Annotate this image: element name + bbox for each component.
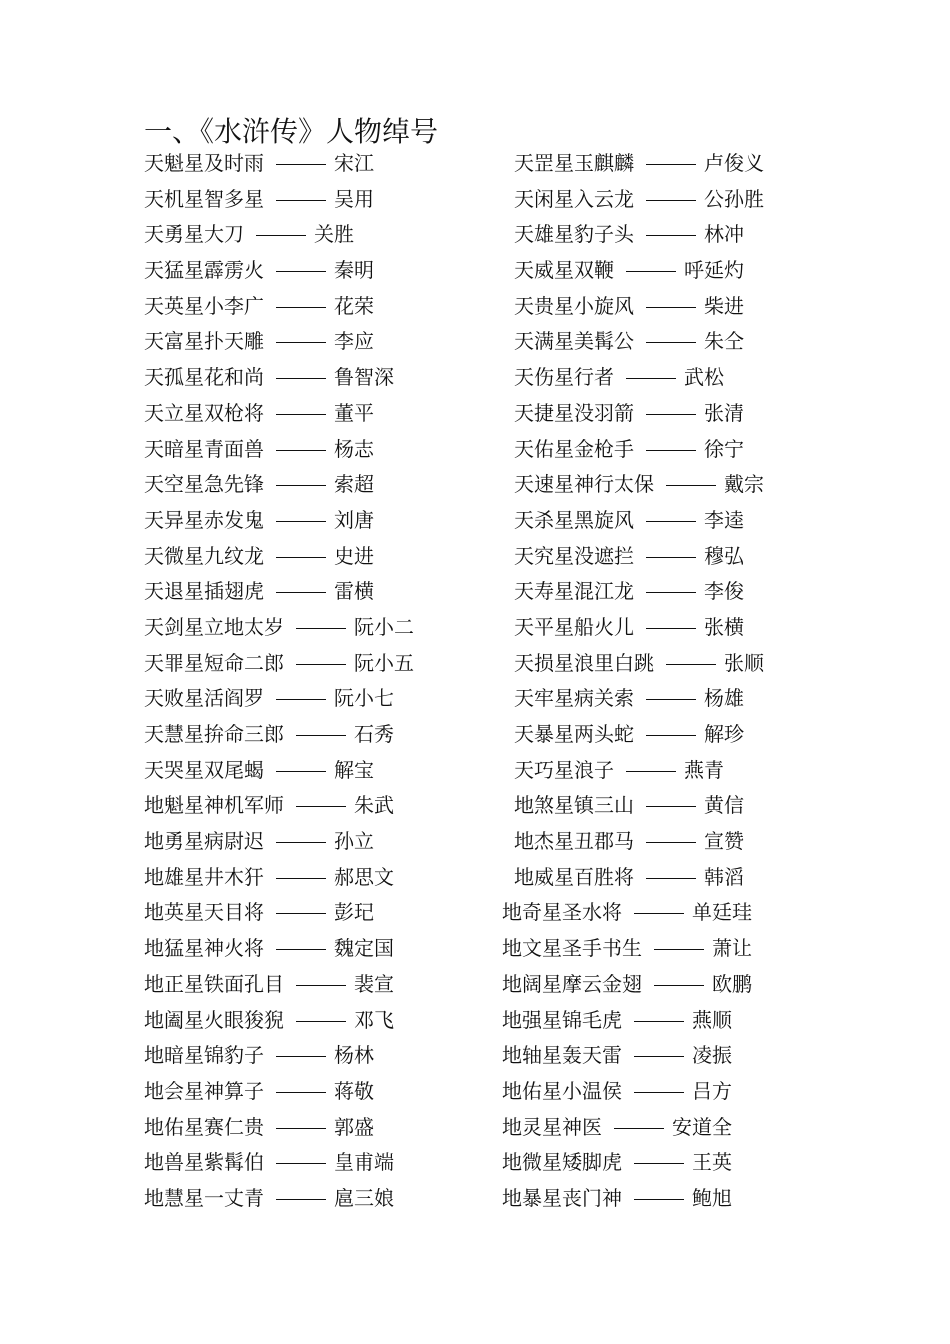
dash-separator	[276, 592, 326, 593]
person-name: 戴宗	[724, 472, 764, 497]
person-name: 裴宣	[354, 971, 394, 996]
list-item	[502, 253, 764, 289]
dash-separator	[276, 307, 326, 308]
nickname-text: 天猛星霹雳火	[144, 258, 264, 283]
person-name: 杨林	[334, 1043, 374, 1068]
nickname-text: 天伤星行者	[514, 365, 614, 390]
nickname-text: 地雄星井木犴	[144, 864, 264, 889]
nickname-text: 天寿星混江龙	[514, 579, 634, 604]
list-item	[144, 1110, 414, 1146]
nickname-text: 天杀星黑旋风	[514, 507, 634, 532]
person-name: 燕青	[684, 757, 724, 782]
person-name: 呼延灼	[684, 258, 744, 283]
list-item	[502, 217, 764, 253]
dash-separator	[646, 557, 696, 558]
nickname-text: 天暗星青面兽	[144, 436, 264, 461]
list-item	[144, 574, 414, 610]
list-item	[502, 396, 764, 432]
nickname-text: 地奇星圣水将	[502, 900, 622, 925]
dash-separator	[646, 450, 696, 451]
list-item	[502, 1038, 764, 1074]
dash-separator	[276, 1163, 326, 1164]
person-name: 彭玘	[334, 900, 374, 925]
list-item	[502, 895, 764, 931]
list-item	[144, 931, 414, 967]
person-name: 阮小七	[334, 686, 394, 711]
person-name: 李逵	[704, 507, 744, 532]
list-item	[144, 1038, 414, 1074]
list-item	[502, 1145, 764, 1181]
nickname-text: 地英星天目将	[144, 900, 264, 925]
nickname-text: 天闲星入云龙	[514, 186, 634, 211]
nickname-text: 地强星锦毛虎	[502, 1007, 622, 1032]
list-item	[502, 539, 764, 575]
dash-separator	[646, 592, 696, 593]
list-item	[502, 1074, 764, 1110]
list-item	[502, 574, 764, 610]
dash-separator	[276, 450, 326, 451]
dash-separator	[276, 842, 326, 843]
list-item	[144, 967, 414, 1003]
dash-separator	[276, 913, 326, 914]
person-name: 欧鹏	[712, 971, 752, 996]
nickname-text: 天微星九纹龙	[144, 543, 264, 568]
nickname-text: 天雄星豹子头	[514, 222, 634, 247]
nickname-text: 天富星扑天雕	[144, 329, 264, 354]
person-name: 吴用	[334, 186, 374, 211]
nickname-text: 天魁星及时雨	[144, 151, 264, 175]
nickname-text: 天暴星两头蛇	[514, 722, 634, 746]
nickname-text: 天威星双鞭	[514, 258, 614, 283]
dash-separator	[646, 414, 696, 415]
list-item	[144, 860, 414, 896]
nickname-text: 地杰星丑郡马	[514, 829, 634, 854]
dash-separator	[646, 878, 696, 879]
person-name: 林冲	[704, 222, 744, 247]
nickname-text: 地微星矮脚虎	[502, 1150, 622, 1175]
dash-separator	[646, 342, 696, 343]
nickname-text: 地文星圣手书生	[502, 936, 642, 961]
list-item	[502, 681, 764, 717]
person-name: 董平	[334, 400, 374, 425]
dash-separator	[276, 200, 326, 201]
person-name: 李俊	[704, 579, 744, 604]
person-name: 朱仝	[704, 329, 744, 354]
list-item	[502, 610, 764, 646]
dash-separator	[646, 699, 696, 700]
nickname-text: 天孤星花和尚	[144, 365, 264, 390]
dash-separator	[276, 414, 326, 415]
person-name: 王英	[692, 1150, 732, 1175]
person-name: 魏定国	[334, 936, 394, 961]
dash-separator	[646, 628, 696, 629]
list-item	[144, 146, 414, 182]
person-name: 武松	[684, 365, 724, 390]
list-item	[144, 1074, 414, 1110]
nickname-text: 地兽星紫髯伯	[144, 1150, 264, 1175]
list-item	[144, 467, 414, 503]
list-item	[144, 646, 414, 682]
person-name: 宣赞	[704, 829, 744, 854]
dash-separator	[296, 985, 346, 986]
list-item	[144, 253, 414, 289]
person-name: 扈三娘	[334, 1185, 394, 1210]
dash-separator	[646, 164, 696, 165]
dash-separator	[646, 200, 696, 201]
nickname-text: 地煞星镇三山	[514, 793, 634, 818]
nickname-text: 地阖星火眼狻猊	[144, 1007, 284, 1032]
list-item	[502, 1003, 764, 1039]
dash-separator	[276, 699, 326, 700]
dash-separator	[276, 1056, 326, 1057]
dash-separator	[276, 521, 326, 522]
person-name: 邓飞	[354, 1007, 394, 1032]
list-item	[502, 289, 764, 325]
nickname-text: 地慧星一丈青	[144, 1185, 264, 1210]
list-item	[144, 824, 414, 860]
nickname-text: 天速星神行太保	[514, 472, 654, 497]
person-name: 张横	[704, 614, 744, 639]
dash-separator	[296, 1021, 346, 1022]
person-name: 张顺	[724, 650, 764, 675]
dash-separator	[634, 1021, 684, 1022]
list-item	[144, 681, 414, 717]
list-item	[144, 539, 414, 575]
dash-separator	[276, 557, 326, 558]
list-item	[502, 146, 764, 182]
person-name: 萧让	[712, 936, 752, 961]
nickname-text: 地猛星神火将	[144, 936, 264, 961]
page-title: 一、《水浒传》人物绰号	[144, 115, 439, 148]
nickname-text: 地轴星轰天雷	[502, 1043, 622, 1068]
nickname-text: 天异星赤发鬼	[144, 507, 264, 532]
nickname-text: 地威星百胜将	[514, 864, 634, 889]
nickname-text: 天贵星小旋风	[514, 293, 634, 318]
dash-separator	[646, 735, 696, 736]
list-item	[502, 753, 764, 789]
dash-separator	[614, 1128, 664, 1129]
person-name: 关胜	[314, 222, 354, 247]
dash-separator	[646, 307, 696, 308]
person-name: 黄信	[704, 793, 744, 818]
list-item	[144, 753, 414, 789]
person-name: 花荣	[334, 293, 374, 318]
nickname-text: 地会星神算子	[144, 1078, 264, 1103]
dash-separator	[276, 164, 326, 165]
person-name: 郝思文	[334, 864, 394, 889]
person-name: 解珍	[704, 722, 744, 746]
dash-separator	[654, 985, 704, 986]
dash-separator	[276, 878, 326, 879]
dash-separator	[276, 1199, 326, 1200]
person-name: 石秀	[354, 722, 394, 746]
person-name: 郭盛	[334, 1114, 374, 1139]
list-item	[144, 432, 414, 468]
list-item	[144, 895, 414, 931]
right-column-list	[502, 146, 764, 1217]
dash-separator	[276, 342, 326, 343]
nickname-text: 天退星插翅虎	[144, 579, 264, 604]
dash-separator	[276, 378, 326, 379]
list-item	[502, 860, 764, 896]
person-name: 李应	[334, 329, 374, 354]
list-item	[144, 1181, 414, 1217]
nickname-text: 地正星铁面孔目	[144, 971, 284, 996]
person-name: 单廷珪	[692, 900, 752, 925]
list-item	[144, 788, 414, 824]
person-name: 杨志	[334, 436, 374, 461]
list-item	[144, 396, 414, 432]
list-item	[502, 788, 764, 824]
list-item	[502, 1181, 764, 1217]
nickname-text: 天英星小李广	[144, 293, 264, 318]
list-item	[502, 717, 764, 753]
list-item	[144, 289, 414, 325]
left-column-list	[144, 146, 414, 1217]
nickname-text: 地暴星丧门神	[502, 1185, 622, 1210]
list-item	[502, 967, 764, 1003]
list-item	[502, 324, 764, 360]
list-item	[144, 610, 414, 646]
person-name: 柴进	[704, 293, 744, 318]
dash-separator	[646, 806, 696, 807]
nickname-text: 天牢星病关索	[514, 686, 634, 711]
nickname-text: 天罡星玉麒麟	[514, 151, 634, 175]
nickname-text: 天剑星立地太岁	[144, 614, 284, 639]
person-name: 蒋敬	[334, 1078, 374, 1103]
person-name: 皇甫端	[334, 1150, 394, 1175]
dash-separator	[626, 271, 676, 272]
nickname-text: 地勇星病尉迟	[144, 829, 264, 854]
dash-separator	[296, 628, 346, 629]
dash-separator	[634, 913, 684, 914]
nickname-text: 地佑星赛仁贵	[144, 1114, 264, 1139]
person-name: 公孙胜	[704, 186, 764, 211]
nickname-text: 天佑星金枪手	[514, 436, 634, 461]
person-name: 安道全	[672, 1114, 732, 1139]
person-name: 穆弘	[704, 543, 744, 568]
dash-separator	[634, 1056, 684, 1057]
dash-separator	[276, 771, 326, 772]
person-name: 阮小五	[354, 650, 414, 675]
dash-separator	[634, 1092, 684, 1093]
list-item	[502, 360, 764, 396]
list-item	[144, 182, 414, 218]
list-item	[144, 503, 414, 539]
dash-separator	[634, 1163, 684, 1164]
person-name: 刘唐	[334, 507, 374, 532]
dash-separator	[654, 949, 704, 950]
dash-separator	[646, 842, 696, 843]
person-name: 史进	[334, 543, 374, 568]
dash-separator	[296, 806, 346, 807]
nickname-text: 天损星浪里白跳	[514, 650, 654, 675]
list-item	[144, 1145, 414, 1181]
person-name: 张清	[704, 400, 744, 425]
dash-separator	[626, 378, 676, 379]
list-item	[502, 646, 764, 682]
list-item	[144, 324, 414, 360]
dash-separator	[276, 485, 326, 486]
dash-separator	[276, 949, 326, 950]
person-name: 吕方	[692, 1078, 732, 1103]
dash-separator	[296, 735, 346, 736]
nickname-text: 地阔星摩云金翅	[502, 971, 642, 996]
nickname-text: 天败星活阎罗	[144, 686, 264, 711]
list-item	[502, 824, 764, 860]
dash-separator	[666, 485, 716, 486]
person-name: 解宝	[334, 757, 374, 782]
list-item	[144, 217, 414, 253]
nickname-text: 天立星双枪将	[144, 400, 264, 425]
nickname-text: 天罪星短命二郎	[144, 650, 284, 675]
list-item	[502, 467, 764, 503]
list-item	[502, 1110, 764, 1146]
nickname-text: 天机星智多星	[144, 186, 264, 211]
person-name: 凌振	[692, 1043, 732, 1068]
person-name: 徐宁	[704, 436, 744, 461]
nickname-text: 天哭星双尾蝎	[144, 757, 264, 782]
list-item	[502, 432, 764, 468]
list-item	[502, 931, 764, 967]
dash-separator	[276, 1092, 326, 1093]
dash-separator	[276, 271, 326, 272]
list-item	[144, 717, 414, 753]
person-name: 杨雄	[704, 686, 744, 711]
nickname-text: 天空星急先锋	[144, 472, 264, 497]
dash-separator	[634, 1199, 684, 1200]
dash-separator	[296, 664, 346, 665]
person-name: 韩滔	[704, 864, 744, 889]
dash-separator	[666, 664, 716, 665]
list-item	[144, 1003, 414, 1039]
nickname-text: 地佑星小温侯	[502, 1078, 622, 1103]
person-name: 宋江	[334, 151, 374, 175]
person-name: 秦明	[334, 258, 374, 283]
person-name: 索超	[334, 472, 374, 497]
nickname-text: 天勇星大刀	[144, 222, 244, 247]
person-name: 卢俊义	[704, 151, 764, 175]
list-item	[144, 360, 414, 396]
dash-separator	[256, 235, 306, 236]
person-name: 鲁智深	[334, 365, 394, 390]
list-item	[502, 182, 764, 218]
person-name: 燕顺	[692, 1007, 732, 1032]
nickname-text: 地暗星锦豹子	[144, 1043, 264, 1068]
nickname-text: 天捷星没羽箭	[514, 400, 634, 425]
dash-separator	[626, 771, 676, 772]
person-name: 孙立	[334, 829, 374, 854]
dash-separator	[276, 1128, 326, 1129]
dash-separator	[646, 521, 696, 522]
nickname-text: 地灵星神医	[502, 1114, 602, 1139]
dash-separator	[646, 235, 696, 236]
nickname-text: 天慧星拚命三郎	[144, 722, 284, 746]
nickname-text: 天平星船火儿	[514, 614, 634, 639]
nickname-text: 地魁星神机军师	[144, 793, 284, 818]
nickname-text: 天巧星浪子	[514, 757, 614, 782]
person-name: 朱武	[354, 793, 394, 818]
person-name: 鲍旭	[692, 1185, 732, 1210]
list-item	[502, 503, 764, 539]
nickname-text: 天满星美髯公	[514, 329, 634, 354]
person-name: 雷横	[334, 579, 374, 604]
nickname-text: 天究星没遮拦	[514, 543, 634, 568]
person-name: 阮小二	[354, 614, 414, 639]
